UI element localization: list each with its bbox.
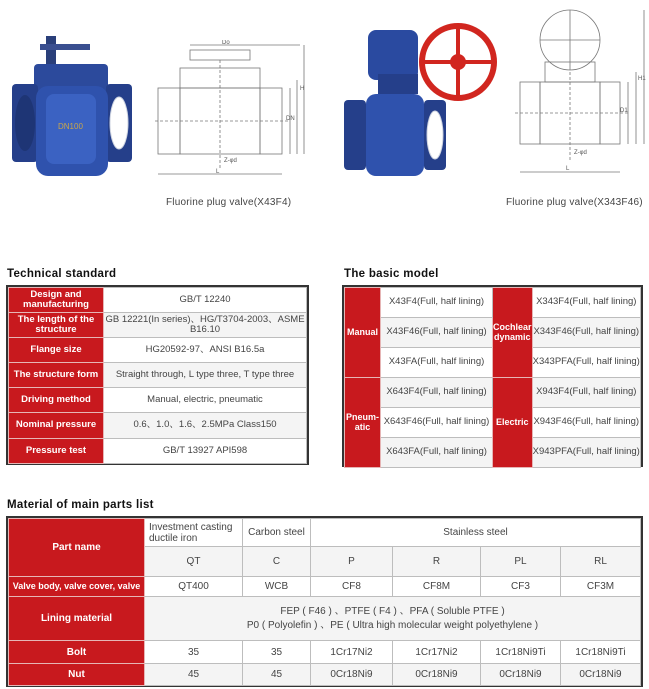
- tech-value: GB/T 13927 API598: [104, 439, 307, 464]
- technical-drawing-right: [500, 2, 649, 182]
- mat-lining-label: Lining material: [9, 597, 145, 641]
- model-item: X943F46(Full, half lining): [532, 408, 640, 438]
- drawing-label-dn: DN: [286, 116, 295, 122]
- model-group-cochlear: Cochlear dynamic: [493, 288, 533, 378]
- mat-nut-value: 0Cr18Ni9: [393, 664, 481, 686]
- mat-body-value: CF3M: [561, 577, 641, 597]
- mat-bolt-value: 1Cr17Ni2: [393, 641, 481, 664]
- mat-header-stainless: Stainless steel: [311, 519, 641, 547]
- mat-body-value: WCB: [243, 577, 311, 597]
- drawing-label-z-right: Z-φd: [574, 150, 587, 156]
- valve-marking: DN100: [58, 122, 83, 131]
- mat-bolt-value: 35: [243, 641, 311, 664]
- mat-part-name-header: Part name: [9, 519, 145, 577]
- mat-header-carbon: Carbon steel: [243, 519, 311, 547]
- mat-body-label: Valve body, valve cover, valve: [9, 577, 145, 597]
- tech-value: GB 12221(In series)、HG/T3704-2003、ASME B16.10: [104, 313, 307, 338]
- model-item: X643FA(Full, half lining): [381, 438, 493, 468]
- mat-body-value: CF8M: [393, 577, 481, 597]
- tech-value: GB/T 12240: [104, 288, 307, 313]
- tech-value: Straight through, L type three, T type three: [104, 363, 307, 388]
- model-item: X943PFA(Full, half lining): [532, 438, 640, 468]
- mat-bolt-label: Bolt: [9, 641, 145, 664]
- mat-body-value: QT400: [145, 577, 243, 597]
- drawing-label-h: H: [300, 86, 305, 92]
- mat-bolt-value: 1Cr17Ni2: [311, 641, 393, 664]
- tech-label: The structure form: [9, 363, 104, 388]
- mat-lining-line2: P0 ( Polyolefin ) 、PE ( Ultra high molecular weight polyethylene ): [246, 620, 539, 631]
- mat-nut-value: 45: [243, 664, 311, 686]
- caption-left: Fluorine plug valve(X43F4): [166, 197, 292, 208]
- tech-value: Manual, electric, pneumatic: [104, 388, 307, 413]
- mat-code: C: [243, 547, 311, 577]
- caption-right: Fluorine plug valve(X343F46): [506, 197, 643, 208]
- model-group-pneumatic: Pneum-atic: [345, 378, 381, 468]
- model-item: X643F46(Full, half lining): [381, 408, 493, 438]
- tech-value: 0.6、1.0、1.6、2.5MPa Class150: [104, 413, 307, 439]
- drawing-label-h1: H1: [638, 76, 646, 82]
- mat-bolt-value: 1Cr18Ni9Ti: [481, 641, 561, 664]
- mat-lining-line1: FEP ( F46 ) 、PTFE ( F4 ) 、PFA ( Soluble PTFE ): [280, 606, 505, 617]
- tech-label: Nominal pressure: [9, 413, 104, 439]
- mat-code: P: [311, 547, 393, 577]
- model-item: X943F4(Full, half lining): [532, 378, 640, 408]
- drawing-label-l: L: [216, 169, 220, 175]
- tech-standard-title: Technical standard: [7, 268, 117, 280]
- material-title: Material of main parts list: [7, 499, 154, 511]
- mat-nut-label: Nut: [9, 664, 145, 686]
- mat-nut-value: 0Cr18Ni9: [561, 664, 641, 686]
- model-item: X43F4(Full, half lining): [381, 288, 493, 318]
- tech-label: The length of the structure: [9, 313, 104, 338]
- tech-standard-table: [8, 287, 307, 464]
- model-group-electric: Electric: [493, 378, 533, 468]
- model-group-manual: Manual: [345, 288, 381, 378]
- tech-label: Pressure test: [9, 439, 104, 464]
- mat-nut-value: 0Cr18Ni9: [311, 664, 393, 686]
- drawing-label-z: Z-φd: [224, 158, 237, 164]
- mat-body-value: CF3: [481, 577, 561, 597]
- basic-model-title: The basic model: [344, 268, 439, 280]
- mat-lining-value: [145, 597, 641, 641]
- drawing-label-d1: D1: [620, 108, 628, 114]
- mat-bolt-value: 1Cr18Ni9Ti: [561, 641, 641, 664]
- plug-valve-photo-right: [338, 10, 498, 180]
- basic-model-table: [344, 287, 641, 468]
- plug-valve-photo-left: [6, 34, 134, 182]
- model-item: X343PFA(Full, half lining): [532, 348, 640, 378]
- model-item: X343F4(Full, half lining): [532, 288, 640, 318]
- mat-nut-value: 45: [145, 664, 243, 686]
- mat-nut-value: 0Cr18Ni9: [481, 664, 561, 686]
- model-item: X43FA(Full, half lining): [381, 348, 493, 378]
- drawing-label-do: Do: [222, 40, 230, 46]
- model-item: X643F4(Full, half lining): [381, 378, 493, 408]
- material-table: [8, 518, 641, 686]
- tech-label: Driving method: [9, 388, 104, 413]
- mat-code: RL: [561, 547, 641, 577]
- model-item: X343F46(Full, half lining): [532, 318, 640, 348]
- mat-header-investment: Investment casting ductile iron: [145, 519, 243, 547]
- technical-drawing-left: [150, 40, 310, 180]
- mat-body-value: CF8: [311, 577, 393, 597]
- drawing-label-l-right: L: [566, 166, 570, 172]
- mat-code: PL: [481, 547, 561, 577]
- mat-code: QT: [145, 547, 243, 577]
- model-item: X43F46(Full, half lining): [381, 318, 493, 348]
- mat-bolt-value: 35: [145, 641, 243, 664]
- tech-label: Flange size: [9, 338, 104, 363]
- tech-label: Design and manufacturing: [9, 288, 104, 313]
- mat-code: R: [393, 547, 481, 577]
- tech-value: HG20592-97、ANSI B16.5a: [104, 338, 307, 363]
